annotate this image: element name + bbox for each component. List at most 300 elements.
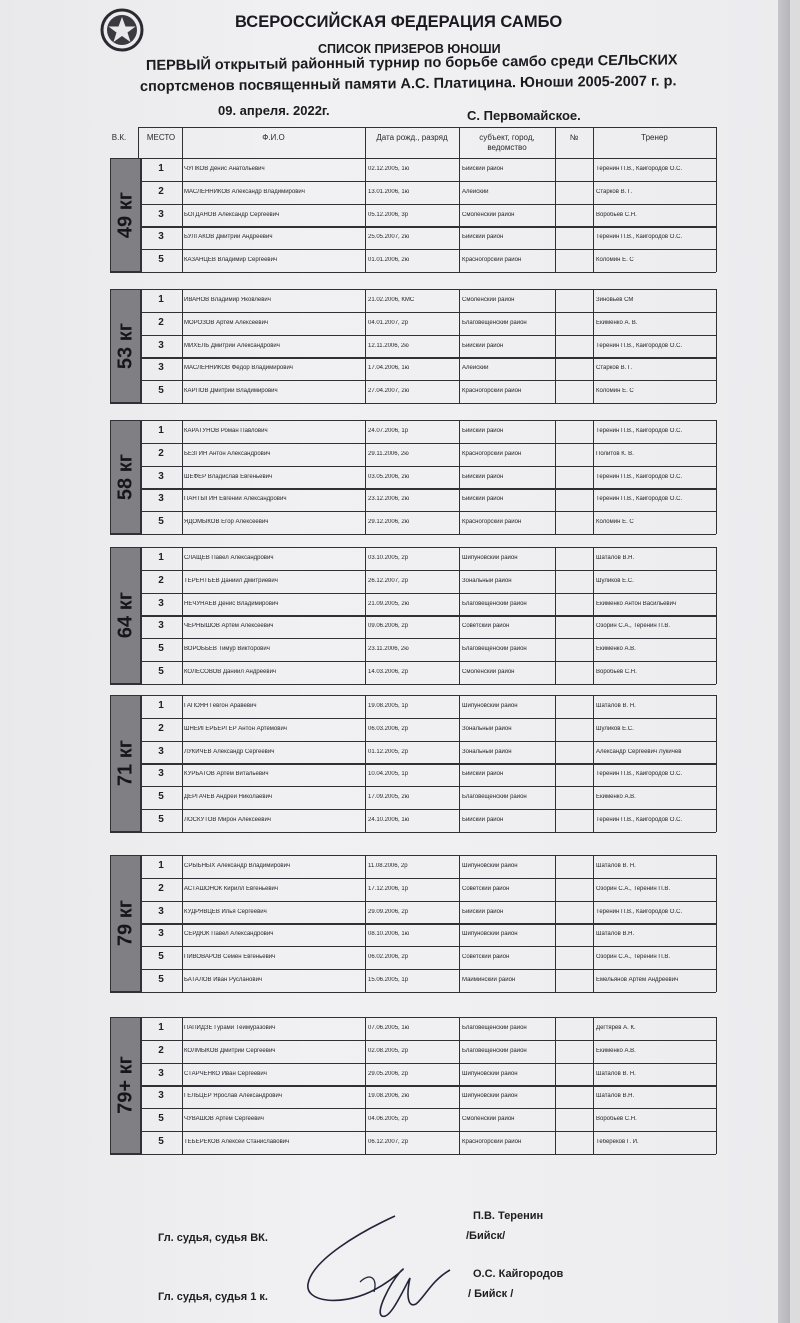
athlete-name-cell: ПАНТЫГИН Евгений Александрович bbox=[184, 496, 287, 503]
region-cell: Бийский район bbox=[462, 496, 504, 503]
athlete-name-cell: МАСЛЕННИКОВ Фёдор Владимирович bbox=[184, 365, 293, 372]
birth-rank-cell: 24.10.2006, 1ю bbox=[368, 817, 410, 823]
coach-cell: Воробьев С.Н. bbox=[596, 669, 637, 675]
column-divider bbox=[555, 289, 556, 403]
weight-category-band bbox=[110, 855, 142, 992]
group-top-line bbox=[110, 1017, 716, 1018]
row-divider bbox=[140, 638, 716, 639]
region-cell: Красногорский район bbox=[462, 1139, 522, 1145]
coach-cell: Александр Сергеевич Лукичев bbox=[596, 748, 682, 755]
column-divider bbox=[716, 695, 717, 832]
athlete-name-cell: НЕЧУНАЕВ Денис Владимирович bbox=[184, 600, 279, 607]
birth-rank-cell: 21.09.2005, 2ю bbox=[368, 600, 410, 607]
region-cell: Бийский район bbox=[462, 817, 504, 823]
birth-rank-cell: 06.03.2006, 2р bbox=[368, 725, 409, 732]
birth-rank-cell: 15.06.2005, 1р bbox=[368, 977, 409, 983]
birth-rank-cell: 12.11.2006, 2ю bbox=[368, 342, 409, 349]
weight-category-band bbox=[110, 1017, 142, 1154]
region-cell: Бийский район bbox=[462, 473, 504, 480]
place-cell: 5 bbox=[158, 974, 164, 985]
athlete-name-cell: МАСЛЕННИКОВ Александр Владимирович bbox=[184, 188, 305, 195]
athlete-name-cell: БЕЗГИН Антон Александрович bbox=[184, 450, 271, 457]
coach-cell: Теренин П.В., Кайгородов О.С. bbox=[596, 234, 683, 241]
row-divider bbox=[140, 1085, 716, 1086]
row-divider bbox=[140, 593, 716, 594]
region-cell: Бийский район bbox=[462, 428, 504, 434]
place-cell: 2 bbox=[158, 574, 164, 586]
region-cell: Бийский район bbox=[462, 771, 504, 778]
birth-rank-cell: 01.01.2006, 2ю bbox=[368, 257, 410, 264]
athlete-name-cell: КУДРЯВЦЕВ Илья Сергеевич bbox=[184, 908, 267, 915]
column-header-weight: В.К. bbox=[111, 133, 127, 142]
place-cell: 2 bbox=[158, 1044, 164, 1056]
athlete-name-cell: АСТАШОНОК Кирилл Евгеньевич bbox=[184, 885, 279, 892]
athlete-name-cell: ЛОСКУТОВ Мирон Алексеевич bbox=[184, 817, 271, 823]
group-top-line bbox=[110, 855, 716, 856]
column-divider bbox=[555, 420, 556, 534]
athlete-name-cell: КАЗАНЦЕВ Владимир Сергеевич bbox=[184, 257, 278, 264]
coach-cell: Шаталов В.Н. bbox=[596, 931, 635, 938]
row-divider bbox=[140, 615, 716, 616]
place-cell: 5 bbox=[158, 951, 164, 963]
coach-cell: Зиновьев СМ bbox=[596, 297, 634, 303]
birth-rank-cell: 26.12.2007, 2р bbox=[368, 577, 409, 584]
weight-category-band bbox=[110, 158, 142, 272]
birth-rank-cell: 29.12.2006, 2ю bbox=[368, 519, 410, 526]
region-cell: Смоленский район bbox=[462, 297, 515, 303]
coach-cell: Шаталов В.Н. bbox=[596, 555, 635, 561]
place-cell: 3 bbox=[158, 1090, 164, 1102]
region-cell: Красногорский район bbox=[462, 257, 522, 264]
column-divider bbox=[555, 158, 556, 272]
place-cell: 5 bbox=[158, 385, 164, 397]
place-cell: 1 bbox=[158, 425, 164, 436]
federation-title: ВСЕРОССИЙСКАЯ ФЕДЕРАЦИЯ САМБО bbox=[235, 13, 563, 31]
weight-category-label: 79 кг bbox=[114, 900, 137, 947]
birth-rank-cell: 29.09.2006, 2р bbox=[368, 908, 409, 915]
row-divider bbox=[140, 1108, 716, 1109]
weight-category-band bbox=[110, 289, 142, 403]
place-cell: 3 bbox=[158, 905, 164, 917]
place-cell: 5 bbox=[158, 1136, 164, 1147]
place-cell: 3 bbox=[158, 231, 164, 243]
row-divider bbox=[140, 249, 716, 250]
group-bottom-line bbox=[110, 534, 716, 535]
birth-rank-cell: 29.05.2006, 2р bbox=[368, 1070, 409, 1077]
row-divider bbox=[140, 969, 716, 970]
row-divider bbox=[140, 786, 716, 787]
column-header-place: МЕСТО bbox=[146, 133, 176, 142]
athlete-name-cell: ЧУВАШОВ Артем Сергеевич bbox=[184, 1116, 264, 1123]
weight-category-label: 58 кг bbox=[114, 453, 137, 501]
coach-cell: Екименко Антон Васильевич bbox=[596, 600, 677, 607]
group-top-line bbox=[110, 547, 716, 548]
region-cell: Красногорский район bbox=[462, 450, 522, 457]
coach-cell: Озорин С.А., Теренин П.В. bbox=[596, 623, 670, 630]
column-divider bbox=[593, 420, 594, 534]
place-cell: 3 bbox=[158, 470, 164, 482]
column-divider bbox=[716, 1017, 717, 1154]
row-divider bbox=[140, 226, 716, 227]
region-cell: Красногорский район bbox=[462, 388, 522, 395]
region-cell: Шипуновский район bbox=[462, 703, 518, 709]
place-cell: 1 bbox=[158, 700, 164, 711]
athlete-name-cell: ЛУКИЧЕВ Александр Сергеевич bbox=[184, 748, 275, 755]
column-divider bbox=[716, 420, 717, 534]
judge-signature bbox=[300, 1212, 460, 1322]
header-column-divider bbox=[365, 127, 366, 158]
coach-cell: Старков В. Г. bbox=[596, 365, 633, 372]
athlete-name-cell: ЯДОМЫКОВ Егор Алексеевич bbox=[184, 519, 269, 526]
place-cell: 3 bbox=[158, 597, 164, 609]
tournament-title-line-2: спортсменов посвященный памяти А.С. Платицина. Юноши 2005-2007 г. р. bbox=[139, 73, 677, 95]
coach-cell: Екименко А.В. bbox=[596, 646, 636, 653]
region-cell: Зональный район bbox=[462, 725, 512, 732]
weight-category-band bbox=[110, 420, 142, 534]
place-cell: 5 bbox=[158, 666, 164, 677]
birth-rank-cell: 19.08.2006, 2ю bbox=[368, 1093, 410, 1100]
birth-rank-cell: 24.07.2006, 1р bbox=[368, 428, 409, 434]
place-cell: 2 bbox=[158, 316, 164, 328]
athlete-name-cell: ГАПОЯН Гевгон Аравевич bbox=[184, 703, 257, 709]
row-divider bbox=[140, 511, 716, 512]
coach-cell: Коломин Е. С bbox=[596, 519, 634, 526]
athlete-name-cell: ПАПИДЗЕ Гурами Теймуразович bbox=[184, 1025, 276, 1031]
athlete-name-cell: ШЕФЕР Владислав Евгеньевич bbox=[184, 473, 273, 480]
athlete-name-cell: БАТАЛОВ Иван Русланович bbox=[184, 977, 263, 983]
group-top-line bbox=[110, 695, 716, 696]
region-cell: Красногорский район bbox=[462, 519, 522, 526]
place-cell: 3 bbox=[158, 928, 164, 940]
birth-rank-cell: 02.08.2005, 2р bbox=[368, 1047, 409, 1054]
athlete-name-cell: СРЫБНЫХ Александр Владимирович bbox=[184, 863, 291, 869]
birth-rank-cell: 06.12.2007, 2р bbox=[368, 1139, 409, 1145]
coach-cell: Теренин П.В., Кайгородов О.С. bbox=[596, 908, 683, 915]
row-divider bbox=[140, 741, 716, 742]
birth-rank-cell: 29.11.2006, 2ю bbox=[368, 450, 409, 457]
row-divider bbox=[140, 763, 716, 764]
column-header-birth: Дата рожд., разряд bbox=[376, 133, 448, 142]
row-divider bbox=[140, 878, 716, 879]
birth-rank-cell: 03.10.2005, 2р bbox=[368, 555, 409, 561]
region-cell: Благовещенский район bbox=[462, 646, 527, 653]
group-top-line bbox=[110, 158, 716, 159]
coach-cell: Теренин П.В., Кайгородов О.С. bbox=[596, 473, 683, 480]
region-cell: Смоленский район bbox=[462, 669, 515, 675]
list-title: СПИСОК ПРИЗЕРОВ ЮНОШИ bbox=[318, 42, 501, 56]
place-cell: 1 bbox=[158, 860, 164, 871]
birth-rank-cell: 13.01.2006, 1ю bbox=[368, 188, 410, 195]
birth-rank-cell: 05.12.2006, 3р bbox=[368, 211, 409, 218]
row-divider bbox=[140, 718, 716, 719]
row-divider bbox=[140, 380, 716, 381]
birth-rank-cell: 25.05.2007, 2ю bbox=[368, 234, 410, 241]
header-column-divider bbox=[459, 127, 460, 158]
coach-cell: Теренин П.В., Кайгородов О.С. bbox=[596, 817, 683, 823]
tournament-title-line-1: ПЕРВЫЙ открытый районный турнир по борьбе самбо среди СЕЛЬСКИХ bbox=[145, 52, 678, 74]
athlete-name-cell: ЧУПКОВ Денис Анатольевич bbox=[184, 166, 265, 172]
coach-cell: Шуликов Е.С. bbox=[596, 725, 634, 732]
place-cell: 1 bbox=[158, 294, 164, 305]
place-cell: 3 bbox=[158, 339, 164, 351]
birth-rank-cell: 21.02.2006, КМС bbox=[368, 297, 415, 303]
column-divider bbox=[593, 289, 594, 403]
athlete-name-cell: ШНЕЙГЕРБЕРГЕР Антон Артемович bbox=[184, 725, 287, 732]
birth-rank-cell: 06.02.2006, 2р bbox=[368, 954, 409, 961]
coach-cell: Теренин П.В., Кайгородов О.С. bbox=[596, 496, 683, 503]
place-cell: 3 bbox=[158, 745, 164, 757]
weight-category-label: 49 кг bbox=[114, 191, 137, 239]
place-cell: 5 bbox=[158, 516, 164, 528]
place-cell: 2 bbox=[158, 722, 164, 734]
athlete-name-cell: СТАРЧЕНКО Иван Сергеевич bbox=[184, 1070, 267, 1077]
athlete-name-cell: ИВАНОВ Владимир Яковлевич bbox=[184, 297, 271, 303]
region-cell: Шипуновский район bbox=[462, 863, 518, 869]
place-cell: 3 bbox=[158, 208, 164, 220]
birth-rank-cell: 03.05.2006, 2ю bbox=[368, 473, 410, 480]
coach-cell: Екименко А. В. bbox=[596, 319, 638, 326]
column-divider bbox=[716, 855, 717, 992]
place-cell: 5 bbox=[158, 643, 164, 655]
group-top-line bbox=[110, 420, 716, 421]
judge-vk-label: Гл. судья, судья ВК. bbox=[158, 1232, 268, 1244]
group-bottom-line bbox=[110, 992, 716, 993]
birth-rank-cell: 10.04.2005, 1р bbox=[368, 771, 409, 778]
region-cell: Благовещенский район bbox=[462, 1047, 527, 1054]
header-column-divider bbox=[555, 127, 556, 158]
coach-cell: Дегтярёв А. К. bbox=[596, 1025, 636, 1031]
place-cell: 5 bbox=[158, 254, 164, 266]
weight-category-label: 64 кг bbox=[114, 592, 137, 639]
coach-cell: Коломин Е. С bbox=[596, 388, 634, 395]
column-divider bbox=[716, 547, 717, 684]
place-cell: 3 bbox=[158, 1067, 164, 1079]
athlete-name-cell: ЧЕРНЫШОВ Артём Алексеевич bbox=[184, 623, 274, 630]
athlete-name-cell: КАРПОВ Дмитрий Владимирович bbox=[184, 388, 278, 395]
athlete-name-cell: КУРБАТОВ Артём Витальевич bbox=[184, 771, 269, 778]
coach-cell: Шаталов В. Н. bbox=[596, 863, 636, 869]
place-cell: 1 bbox=[158, 163, 164, 174]
row-divider bbox=[140, 946, 716, 947]
region-cell: Шипуновский район bbox=[462, 1093, 518, 1100]
column-divider bbox=[365, 158, 366, 272]
column-divider bbox=[459, 420, 460, 534]
birth-rank-cell: 14.03.2006, 2р bbox=[368, 669, 409, 675]
tournament-place: С. Первомайское. bbox=[467, 108, 581, 123]
region-cell: Бийский район bbox=[462, 166, 504, 172]
column-header-name: Ф.И.О bbox=[262, 133, 285, 142]
coach-cell: Озорин С.А., Теренин П.В. bbox=[596, 885, 670, 892]
coach-cell: Шаталов В.Н. bbox=[596, 1093, 635, 1100]
column-divider bbox=[140, 158, 141, 272]
column-divider bbox=[716, 289, 717, 403]
header-column-divider bbox=[182, 127, 183, 158]
place-cell: 1 bbox=[158, 552, 164, 563]
region-cell: Благовещенский район bbox=[462, 1025, 527, 1031]
region-cell: Майминский район bbox=[462, 977, 516, 983]
coach-cell: Воробьев С.Н. bbox=[596, 1116, 637, 1123]
weight-category-band bbox=[110, 547, 142, 684]
group-bottom-line bbox=[110, 832, 716, 833]
place-cell: 3 bbox=[158, 493, 164, 505]
row-divider bbox=[140, 1131, 716, 1132]
place-cell: 5 bbox=[158, 814, 164, 825]
weight-category-label: 79+ кг bbox=[114, 1056, 137, 1115]
coach-cell: Екименко А.В. bbox=[596, 794, 636, 801]
athlete-name-cell: ВОРОБЬЕВ Тимур Викторович bbox=[184, 646, 270, 653]
page-shadow-edge bbox=[778, 0, 790, 1323]
column-divider bbox=[140, 420, 141, 534]
header-column-divider bbox=[593, 127, 594, 158]
birth-rank-cell: 02.12.2005, 1ю bbox=[368, 166, 410, 172]
athlete-name-cell: СЕРДЮК Павел Александрович bbox=[184, 931, 274, 938]
column-divider bbox=[140, 289, 141, 403]
birth-rank-cell: 23.12.2006, 2ю bbox=[368, 496, 410, 503]
place-cell: 5 bbox=[158, 791, 164, 803]
region-cell: Шипуновский район bbox=[462, 555, 518, 561]
column-divider bbox=[365, 289, 366, 403]
tournament-date: 09. апреля. 2022г. bbox=[218, 103, 330, 118]
column-divider bbox=[716, 158, 717, 272]
coach-cell: Шуликов Е.С. bbox=[596, 577, 634, 584]
group-bottom-line bbox=[110, 403, 716, 404]
column-header-coach: Тренер bbox=[641, 133, 668, 142]
region-cell: Смоленский район bbox=[462, 1116, 515, 1123]
row-divider bbox=[140, 357, 716, 358]
region-cell: Зональный район bbox=[462, 748, 512, 755]
place-cell: 2 bbox=[158, 447, 164, 459]
group-bottom-line bbox=[110, 272, 716, 273]
birth-rank-cell: 07.06.2005, 1ю bbox=[368, 1025, 410, 1031]
place-cell: 1 bbox=[158, 1022, 164, 1033]
coach-cell: Теренин П.В., Кайгородов О.С. bbox=[596, 771, 683, 778]
row-divider bbox=[140, 923, 716, 924]
row-divider bbox=[140, 901, 716, 902]
header-top-line bbox=[138, 127, 716, 128]
group-top-line bbox=[110, 289, 716, 290]
coach-cell: Старков В. Г. bbox=[596, 188, 633, 195]
athlete-name-cell: КОЛМЫКОВ Дмитрий Сергеевич bbox=[184, 1047, 276, 1054]
region-cell: Благовещенский район bbox=[462, 794, 527, 801]
row-divider bbox=[140, 570, 716, 571]
column-header-region: субъект, город, ведомство bbox=[479, 133, 535, 152]
region-cell: Шипуновский район bbox=[462, 1070, 518, 1077]
place-cell: 3 bbox=[158, 362, 164, 374]
athlete-name-cell: ДЕРГАЧЕВ Андрей Николаевич bbox=[184, 794, 273, 801]
region-cell: Алейский bbox=[462, 365, 489, 372]
athlete-name-cell: МИХЕЛЬ Дмитрий Александрович bbox=[184, 342, 280, 349]
coach-cell: Коломин Е. С bbox=[596, 257, 634, 264]
region-cell: Благовещенский район bbox=[462, 600, 527, 607]
column-header-number: № bbox=[569, 133, 579, 142]
region-cell: Смоленский район bbox=[462, 211, 515, 218]
birth-rank-cell: 11.08.2006, 2р bbox=[368, 863, 408, 869]
place-cell: 5 bbox=[158, 1113, 164, 1125]
athlete-name-cell: БОГДАНОВ Александр Сергеевич bbox=[184, 211, 280, 218]
row-divider bbox=[140, 443, 716, 444]
birth-rank-cell: 01.12.2005, 2р bbox=[368, 748, 409, 755]
judge-1k-label: Гл. судья, судья 1 к. bbox=[158, 1291, 268, 1303]
column-divider bbox=[459, 158, 460, 272]
row-divider bbox=[140, 1063, 716, 1064]
weight-category-label: 71 кг bbox=[114, 740, 137, 787]
judge-vk-name: П.В. Теренин bbox=[473, 1210, 544, 1222]
judge-vk-city: /Бийск/ bbox=[466, 1230, 506, 1242]
row-divider bbox=[140, 181, 716, 182]
coach-cell: Озорин С.А., Теренин П.В. bbox=[596, 954, 670, 961]
row-divider bbox=[140, 204, 716, 205]
athlete-name-cell: СЛАЩЕВ Павел Александрович bbox=[184, 555, 274, 561]
athlete-name-cell: КОЛЕСОВОВ Даниил Андреевич bbox=[184, 669, 277, 675]
region-cell: Бийский район bbox=[462, 908, 504, 915]
region-cell: Благовещенский район bbox=[462, 319, 527, 326]
column-divider bbox=[593, 158, 594, 272]
athlete-name-cell: ПИВОВАРОВ Семён Евгеньевич bbox=[184, 954, 276, 961]
athlete-name-cell: МОРОЗОВ Артём Алексеевич bbox=[184, 319, 269, 326]
weight-category-band bbox=[110, 695, 142, 832]
coach-cell: Теренин П.В., Кайгородов О.С. bbox=[596, 428, 683, 434]
judge-1k-name: О.С. Кайгородов bbox=[473, 1268, 564, 1280]
column-divider bbox=[365, 420, 366, 534]
birth-rank-cell: 04.01.2007, 2р bbox=[368, 319, 409, 326]
place-cell: 3 bbox=[158, 620, 164, 632]
place-cell: 3 bbox=[158, 768, 164, 780]
coach-cell: Шаталов В. Н. bbox=[596, 703, 636, 709]
row-divider bbox=[140, 312, 716, 313]
coach-cell: Шаталов В. Н. bbox=[596, 1070, 636, 1077]
row-divider bbox=[140, 809, 716, 810]
coach-cell: Воробьев С.Н. bbox=[596, 211, 637, 218]
birth-rank-cell: 23.11.2006, 2ю bbox=[368, 646, 409, 653]
coach-cell: Теренин П.В., Кайгородов О.С. bbox=[596, 342, 683, 349]
region-cell: Советский район bbox=[462, 954, 510, 961]
birth-rank-cell: 08.10.2006, 1ю bbox=[368, 931, 410, 938]
birth-rank-cell: 19.08.2005, 1р bbox=[368, 703, 409, 709]
group-bottom-line bbox=[110, 1154, 716, 1155]
region-cell: Советский район bbox=[462, 623, 510, 630]
row-divider bbox=[140, 1040, 716, 1041]
region-cell: Шипуновский район bbox=[462, 931, 518, 938]
birth-rank-cell: 09.06.2006, 2р bbox=[368, 623, 409, 630]
coach-cell: Политов К. В. bbox=[596, 450, 634, 457]
header-column-divider bbox=[138, 127, 139, 158]
row-divider bbox=[140, 488, 716, 489]
region-cell: Бийский район bbox=[462, 234, 504, 241]
birth-rank-cell: 27.04.2007, 2ю bbox=[368, 388, 410, 395]
sambo-star-emblem-icon bbox=[100, 8, 144, 52]
row-divider bbox=[140, 466, 716, 467]
region-cell: Советский район bbox=[462, 885, 510, 892]
birth-rank-cell: 04.06.2005, 2р bbox=[368, 1116, 409, 1123]
row-divider bbox=[140, 335, 716, 336]
region-cell: Зональный район bbox=[462, 577, 512, 584]
group-bottom-line bbox=[110, 684, 716, 685]
place-cell: 2 bbox=[158, 185, 164, 197]
athlete-name-cell: БУЛГАКОВ Дмитрий Андреевич bbox=[184, 234, 273, 241]
coach-cell: Екименко А.В. bbox=[596, 1047, 636, 1054]
region-cell: Бийский район bbox=[462, 342, 504, 349]
judge-1k-city: / Бийск / bbox=[468, 1288, 514, 1300]
row-divider bbox=[140, 661, 716, 662]
weight-category-label: 53 кг bbox=[114, 322, 137, 370]
header-column-divider bbox=[716, 127, 717, 158]
coach-cell: Емельянов Артём Андреевич bbox=[596, 977, 679, 983]
place-cell: 2 bbox=[158, 882, 164, 894]
birth-rank-cell: 17.04.2006, 1ю bbox=[368, 365, 410, 372]
athlete-name-cell: ТЕРЕНТЬЕВ Даниил Дмитриевич bbox=[184, 577, 278, 584]
column-divider bbox=[459, 289, 460, 403]
athlete-name-cell: ГЕЛЬЦЕР Ярослав Александрович bbox=[184, 1093, 282, 1100]
